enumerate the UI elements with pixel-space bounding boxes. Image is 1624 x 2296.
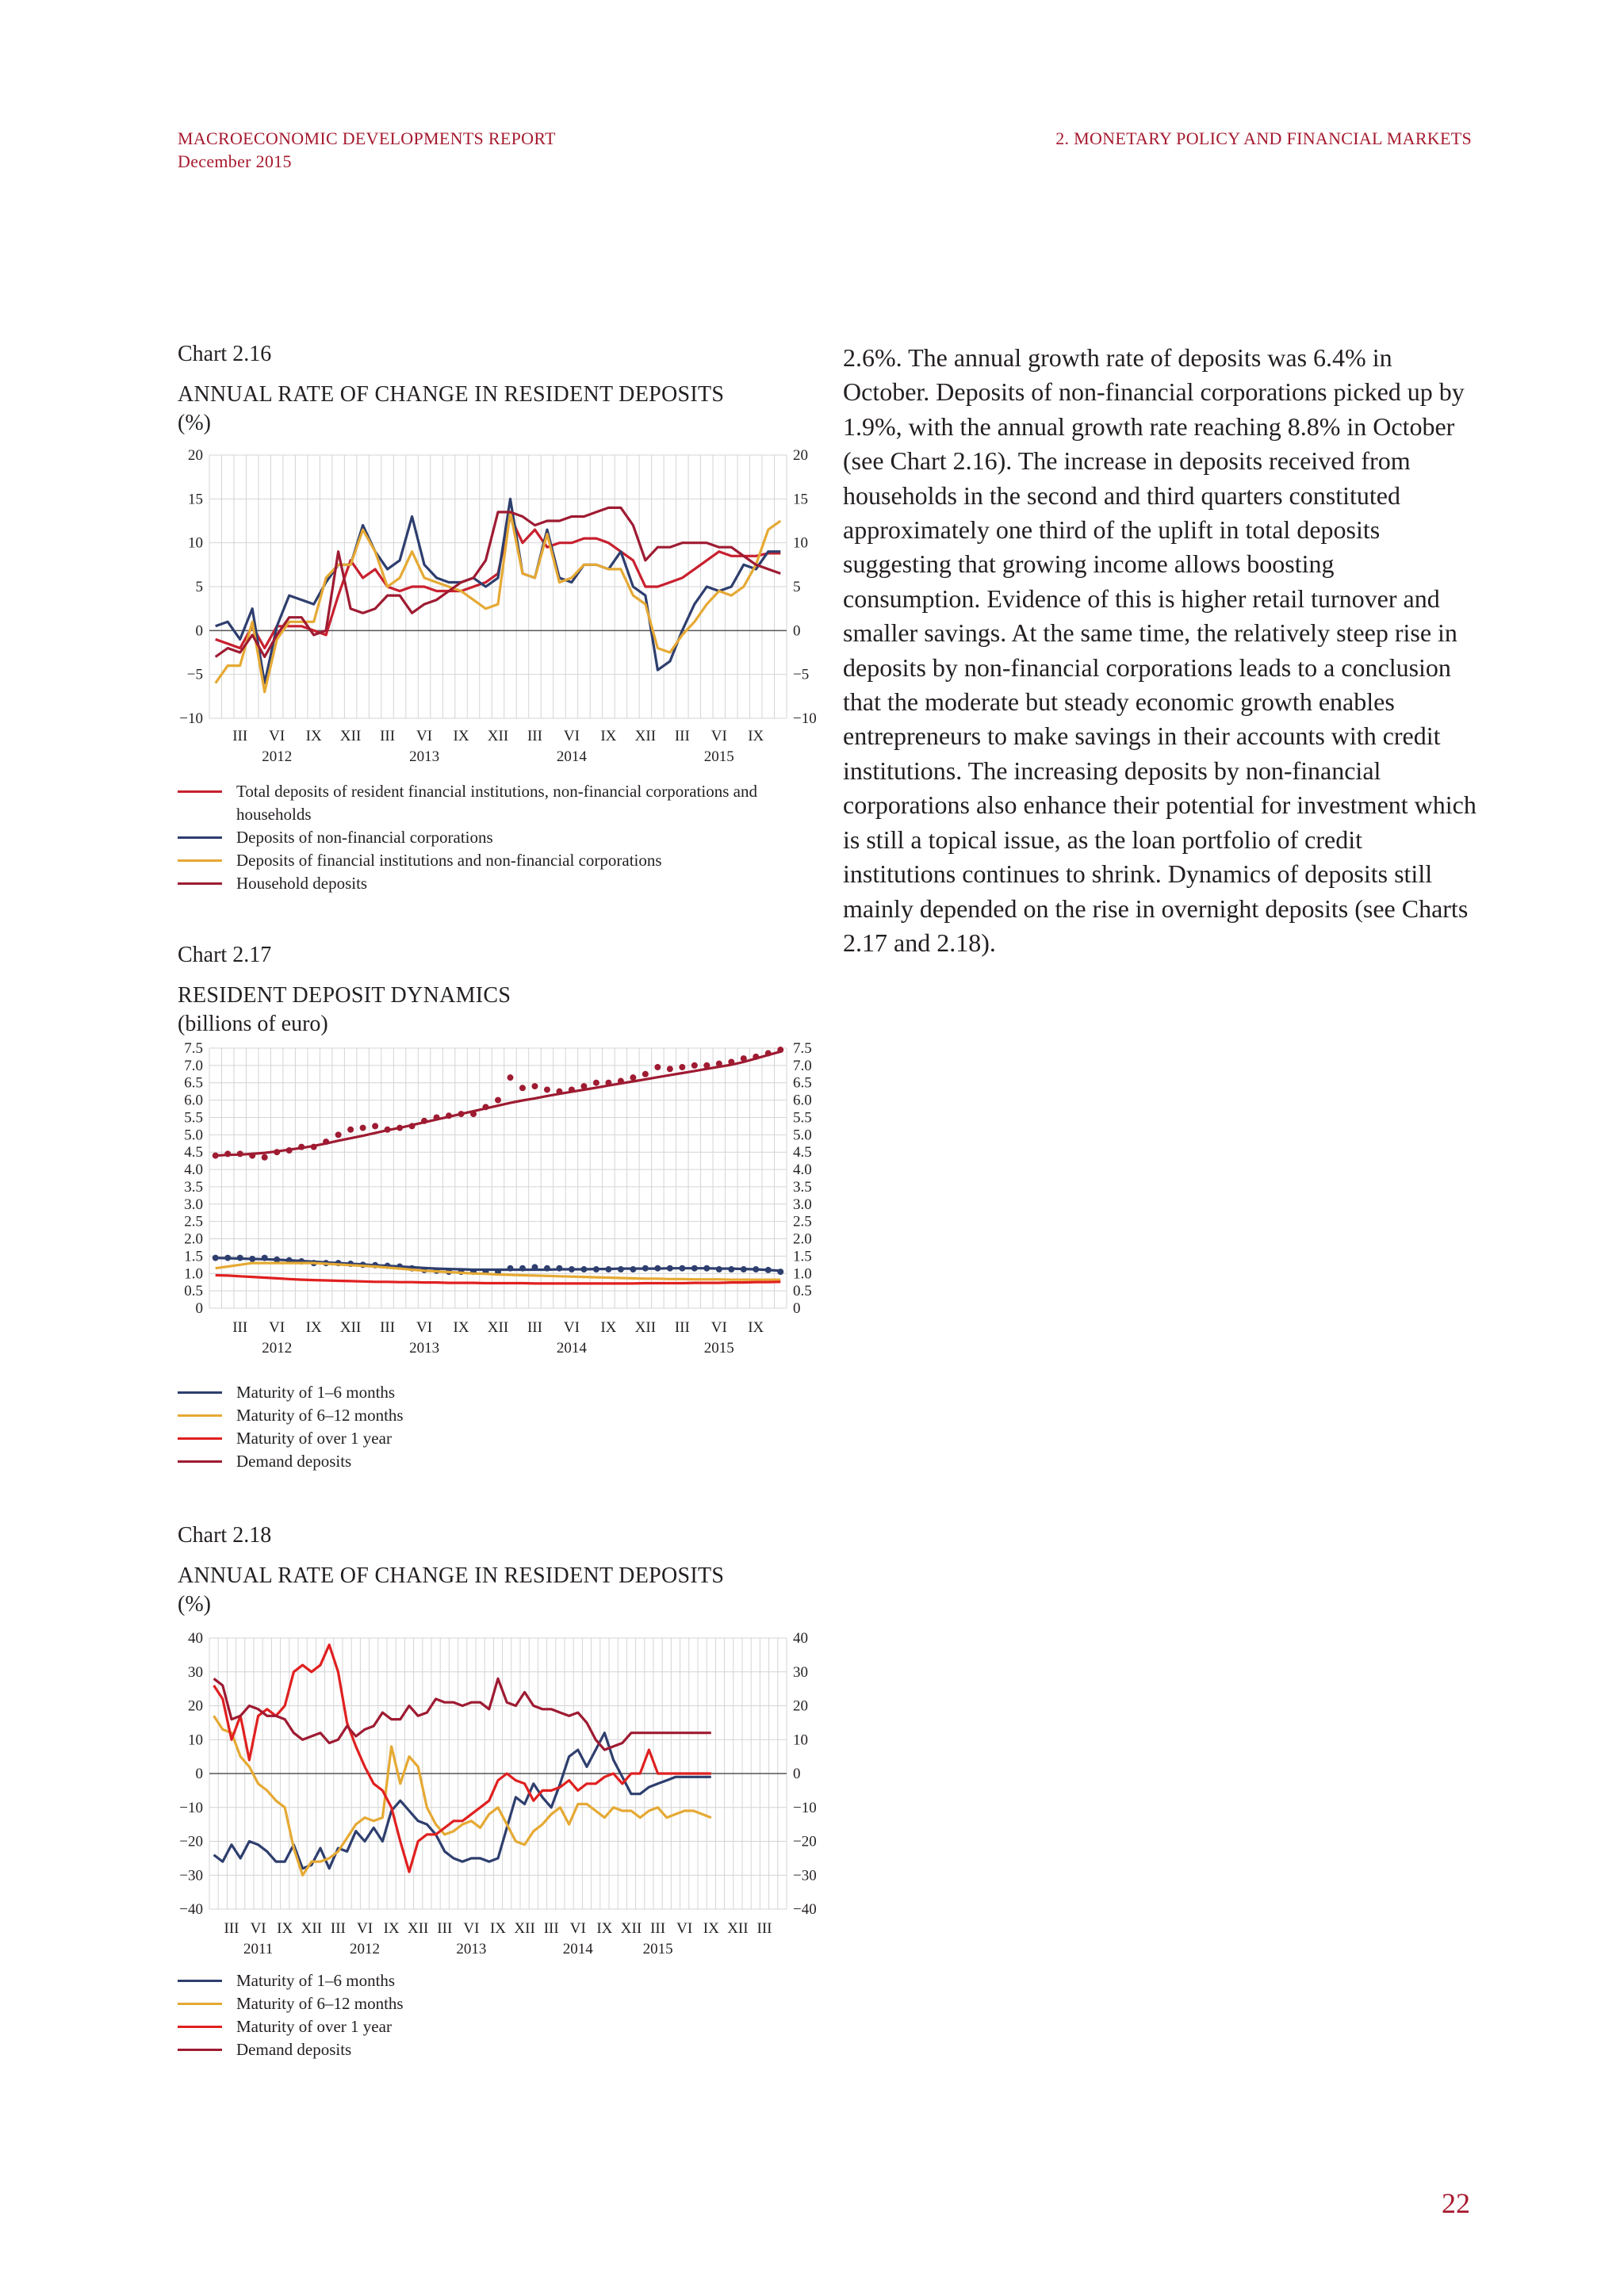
y-tick-label-right: −10 — [793, 1799, 817, 1816]
legend-item — [178, 780, 818, 826]
data-point — [531, 1083, 538, 1089]
y-tick-label-left: 10 — [188, 1732, 203, 1749]
x-tick-label: XII — [339, 728, 362, 744]
data-point — [262, 1255, 268, 1261]
series-line-2 — [214, 1645, 711, 1872]
data-point — [213, 1255, 219, 1261]
legend-swatch — [178, 1437, 222, 1440]
chart-2-16 — [178, 341, 818, 895]
y-tick-label-left: 20 — [188, 1697, 203, 1715]
x-tick-label: IX — [453, 728, 469, 744]
legend-swatch — [178, 882, 222, 885]
x-year-label: 2015 — [703, 748, 734, 765]
y-tick-label-right: −10 — [793, 710, 817, 727]
y-tick-label-right: 0 — [793, 622, 801, 640]
data-point — [679, 1064, 685, 1070]
y-tick-label-left: 2.5 — [184, 1213, 203, 1230]
legend-swatch — [178, 2049, 222, 2051]
data-point — [605, 1080, 611, 1086]
y-tick-label-left: 7.5 — [184, 1042, 203, 1057]
data-point — [556, 1089, 562, 1095]
y-tick-label-right: 20 — [793, 447, 808, 464]
y-tick-label-right: 5 — [793, 579, 801, 595]
x-tick-label: IX — [383, 1920, 400, 1937]
x-tick-label: VI — [269, 1319, 285, 1336]
legend-label: Household deposits — [236, 874, 368, 893]
data-point — [298, 1144, 304, 1150]
chart-label: Chart 2.17 — [178, 943, 272, 967]
y-tick-label-left: 15 — [188, 491, 203, 508]
y-tick-label-left: 2.0 — [184, 1230, 203, 1248]
chart-title: RESIDENT DEPOSIT DYNAMICS — [178, 983, 511, 1008]
x-tick-label: VI — [250, 1920, 266, 1937]
legend-swatch — [178, 1414, 222, 1417]
data-point — [654, 1265, 661, 1272]
x-tick-label: III — [527, 728, 542, 744]
data-point — [580, 1266, 587, 1272]
data-point — [409, 1123, 416, 1129]
body-paragraph: 2.6%. The annual growth rate of deposits was 6.4% in October. Deposits of non-financial corporations picked up by 1.9%, with the annual growth rate reaching 8.8% in October (see Chart 2.16). The increase in deposits received from households in the second and third quarters constituted approximately one third of the uplift in total deposits suggesting that growing income allows boosting consumption. Evidence of this is higher retail turnover and smaller savings. At the same time, the relatively steep rise in deposits by non-financial corporations leads to a conclusion that the moderate but steady economic growth enables entrepreneurs to make savings in their accounts with credit institutions. The increasing deposits by non-financial corporations also enhance their potential for investment which is still a topical issue, as the loan portfolio of credit institutions continues to shrink. Dynamics of deposits still mainly depended on the rise in overnight deposits (see Charts 2.17 and 2.18). — [843, 343, 1477, 957]
legend-item — [178, 1450, 818, 1473]
data-point — [262, 1154, 268, 1161]
data-point — [274, 1149, 280, 1155]
chart-plot — [178, 1622, 818, 1963]
data-point — [593, 1266, 599, 1272]
chart-title: ANNUAL RATE OF CHANGE IN RESIDENT DEPOSITS — [178, 382, 725, 407]
chart-title: ANNUAL RATE OF CHANGE IN RESIDENT DEPOSITS — [178, 1563, 725, 1588]
x-tick-label: VI — [416, 728, 433, 744]
x-tick-label: VI — [463, 1920, 480, 1937]
y-tick-label-left: 0 — [195, 622, 203, 640]
data-point — [753, 1054, 759, 1060]
data-point — [703, 1265, 710, 1272]
y-tick-label-right: 5.0 — [793, 1127, 812, 1144]
data-point — [728, 1266, 734, 1272]
y-tick-label-right: 0 — [793, 1766, 801, 1782]
x-year-label: 2013 — [409, 1340, 440, 1357]
data-point — [716, 1266, 722, 1272]
x-year-label: 2013 — [409, 748, 440, 765]
data-point — [593, 1080, 599, 1086]
data-point — [741, 1266, 747, 1272]
legend-swatch — [178, 1391, 222, 1394]
data-point — [519, 1265, 526, 1272]
x-tick-label: IX — [748, 1319, 764, 1336]
y-tick-label-right: 0.5 — [793, 1283, 812, 1300]
y-tick-label-right: 1.5 — [793, 1248, 812, 1265]
x-tick-label: III — [330, 1920, 346, 1937]
x-tick-label: VI — [356, 1920, 373, 1937]
legend-swatch — [178, 859, 222, 862]
x-tick-label: IX — [600, 1319, 617, 1336]
y-tick-label-left: 3.0 — [184, 1196, 203, 1213]
y-tick-label-left: −20 — [179, 1833, 203, 1850]
x-tick-label: IX — [596, 1920, 613, 1937]
data-point — [630, 1266, 636, 1272]
x-tick-label: XII — [634, 1319, 657, 1336]
y-tick-label-right: −20 — [793, 1833, 817, 1850]
x-year-label: 2011 — [243, 1941, 274, 1957]
data-point — [544, 1086, 550, 1093]
x-tick-label: III — [527, 1319, 542, 1336]
x-tick-label: III — [543, 1920, 559, 1937]
chart-plot — [178, 1042, 818, 1375]
legend-item — [178, 872, 818, 895]
x-tick-label: III — [224, 1920, 239, 1937]
x-tick-label: XII — [727, 1920, 749, 1937]
data-point — [519, 1085, 526, 1091]
data-point — [765, 1267, 772, 1273]
y-tick-label-left: 3.5 — [184, 1178, 203, 1196]
data-point — [249, 1153, 255, 1159]
x-tick-label: IX — [748, 728, 764, 744]
data-point — [728, 1058, 734, 1065]
y-tick-label-right: −40 — [793, 1901, 817, 1918]
chart-plot — [178, 441, 818, 774]
x-tick-label: IX — [703, 1920, 719, 1937]
data-point — [446, 1112, 452, 1119]
data-point — [654, 1064, 661, 1070]
y-tick-label-right: 2.5 — [793, 1213, 812, 1230]
y-tick-label-left: 0 — [195, 1766, 203, 1782]
y-tick-label-left: 6.0 — [184, 1092, 203, 1109]
data-point — [691, 1062, 698, 1069]
legend-swatch — [178, 1980, 222, 1982]
x-tick-label: IX — [305, 728, 322, 744]
data-point — [372, 1123, 378, 1129]
data-point — [311, 1144, 317, 1150]
data-point — [753, 1266, 759, 1272]
data-point — [703, 1062, 710, 1069]
legend-label: Maturity of 6–12 months — [236, 1994, 404, 2013]
chart-legend — [178, 1969, 818, 2061]
data-point — [605, 1266, 611, 1272]
data-point — [434, 1114, 440, 1120]
x-tick-label: III — [756, 1920, 772, 1937]
x-tick-label: XII — [514, 1920, 535, 1937]
x-tick-label: III — [650, 1920, 666, 1937]
y-tick-label-left: 4.0 — [184, 1161, 203, 1179]
data-point — [531, 1264, 538, 1270]
x-tick-label: XII — [487, 1319, 509, 1336]
y-tick-label-right: 10 — [793, 1732, 808, 1749]
data-point — [777, 1269, 783, 1275]
y-tick-label-right: −5 — [793, 666, 810, 683]
data-point — [630, 1074, 636, 1081]
series-line-0 — [214, 1733, 711, 1869]
x-tick-label: XII — [339, 1319, 362, 1336]
data-point — [716, 1061, 722, 1067]
y-tick-label-right: 5.5 — [793, 1109, 812, 1127]
legend-label: Maturity of 6–12 months — [236, 1406, 404, 1425]
data-point — [396, 1125, 403, 1131]
data-point — [544, 1265, 550, 1272]
y-tick-label-right: 3.5 — [793, 1178, 812, 1196]
data-point — [237, 1255, 243, 1261]
y-tick-label-right: 6.0 — [793, 1092, 812, 1109]
y-tick-label-right: 10 — [793, 534, 808, 552]
y-tick-label-left: 7.0 — [184, 1057, 203, 1074]
chart-2-18 — [178, 1522, 818, 2061]
x-year-label: 2012 — [350, 1941, 380, 1957]
chart-label: Chart 2.16 — [178, 342, 272, 366]
legend-swatch — [178, 790, 222, 793]
data-point — [667, 1265, 673, 1272]
x-tick-label: IX — [600, 728, 617, 744]
series-line-0 — [216, 517, 781, 649]
x-year-label: 2012 — [262, 748, 293, 765]
data-point — [765, 1050, 772, 1057]
y-tick-label-right: 3.0 — [793, 1196, 812, 1213]
data-point — [286, 1147, 293, 1154]
x-tick-label: IX — [305, 1319, 322, 1336]
data-point — [335, 1131, 342, 1138]
y-tick-label-right: 1.0 — [793, 1265, 812, 1283]
legend-swatch — [178, 1460, 222, 1463]
data-point — [470, 1111, 477, 1117]
y-tick-label-right: −30 — [793, 1867, 817, 1885]
section-title-header: 2. MONETARY POLICY AND FINANCIAL MARKETS — [1055, 128, 1472, 148]
data-point — [569, 1266, 575, 1272]
legend-item — [178, 2038, 818, 2061]
data-point — [483, 1104, 489, 1110]
legend-label: Deposits of financial institutions and non-financial corporations — [236, 851, 662, 870]
data-point — [691, 1265, 698, 1272]
x-tick-label: III — [674, 1319, 690, 1336]
series-line-3 — [216, 507, 781, 656]
y-tick-label-right: 2.0 — [793, 1230, 812, 1248]
x-tick-label: VI — [269, 728, 285, 744]
legend-label: Demand deposits — [236, 2040, 352, 2059]
data-point — [642, 1265, 649, 1272]
x-year-label: 2015 — [703, 1340, 734, 1357]
x-year-label: 2013 — [456, 1941, 487, 1957]
data-point — [618, 1266, 624, 1272]
data-point — [667, 1066, 673, 1072]
legend-label: Total deposits of resident financial institutions, non-financial corporations and households — [236, 782, 757, 824]
data-point — [458, 1111, 465, 1117]
y-tick-label-right: 0 — [793, 1300, 801, 1317]
y-tick-label-left: 1.5 — [184, 1248, 203, 1265]
chart-legend — [178, 780, 818, 895]
y-tick-label-left: −10 — [179, 710, 203, 727]
data-point — [741, 1055, 747, 1062]
data-point — [385, 1127, 391, 1133]
x-tick-label: VI — [563, 728, 580, 744]
y-tick-label-right: 40 — [793, 1630, 808, 1647]
x-tick-label: III — [232, 1319, 248, 1336]
legend-label: Deposits of non-financial corporations — [236, 828, 493, 847]
data-point — [224, 1150, 231, 1157]
y-tick-label-right: 7.0 — [793, 1057, 812, 1074]
chart-unit: (%) — [178, 1592, 211, 1617]
report-title: MACROECONOMIC DEVELOPMENTS REPORT — [178, 128, 556, 148]
legend-item — [178, 1969, 818, 1992]
y-tick-label-left: −30 — [179, 1867, 203, 1885]
legend-item — [178, 2015, 818, 2038]
x-tick-label: XII — [487, 728, 509, 744]
chart-legend — [178, 1381, 818, 1473]
y-tick-label-left: 10 — [188, 534, 203, 552]
data-point — [556, 1265, 562, 1272]
chart-unit: (billions of euro) — [178, 1012, 328, 1036]
x-tick-label: XII — [620, 1920, 642, 1937]
x-tick-label: VI — [416, 1319, 433, 1336]
y-tick-label-left: 5.5 — [184, 1109, 203, 1127]
y-tick-label-left: 5 — [195, 579, 203, 595]
legend-item — [178, 849, 818, 872]
x-tick-label: XII — [301, 1920, 322, 1937]
data-point — [569, 1086, 575, 1093]
x-tick-label: III — [380, 1319, 396, 1336]
data-point — [507, 1074, 513, 1081]
legend-label: Maturity of over 1 year — [236, 2017, 392, 2036]
legend-swatch — [178, 836, 222, 839]
y-tick-label-left: 20 — [188, 447, 203, 464]
y-tick-label-left: −40 — [179, 1901, 203, 1918]
legend-label: Maturity of 1–6 months — [236, 1971, 396, 1990]
data-point — [679, 1265, 685, 1272]
chart-2-17 — [178, 942, 818, 1473]
data-point — [777, 1047, 783, 1053]
x-tick-label: III — [232, 728, 248, 744]
y-tick-label-left: 5.0 — [184, 1127, 203, 1144]
data-point — [421, 1118, 427, 1124]
y-tick-label-left: −10 — [179, 1799, 203, 1816]
legend-item — [178, 826, 818, 849]
x-tick-label: IX — [277, 1920, 293, 1937]
legend-item — [178, 1381, 818, 1404]
x-year-label: 2012 — [262, 1340, 293, 1357]
y-tick-label-right: 7.5 — [793, 1042, 812, 1057]
x-tick-label: VI — [676, 1920, 693, 1937]
x-tick-label: VI — [710, 1319, 727, 1336]
y-tick-label-left: 1.0 — [184, 1265, 203, 1283]
x-tick-label: VI — [710, 728, 727, 744]
legend-label: Maturity of over 1 year — [236, 1429, 392, 1448]
y-tick-label-left: 0.5 — [184, 1283, 203, 1300]
data-point — [618, 1078, 624, 1085]
data-point — [237, 1150, 243, 1157]
report-date: December 2015 — [178, 151, 292, 171]
y-tick-label-right: 4.0 — [793, 1161, 812, 1179]
y-tick-label-right: 4.5 — [793, 1144, 812, 1161]
x-year-label: 2014 — [562, 1941, 593, 1957]
data-point — [507, 1265, 513, 1272]
chart-unit: (%) — [178, 411, 211, 435]
x-tick-label: VI — [563, 1319, 580, 1336]
data-point — [642, 1071, 649, 1077]
data-point — [249, 1256, 255, 1262]
y-tick-label-left: 4.5 — [184, 1144, 203, 1161]
data-point — [323, 1138, 329, 1145]
x-year-label: 2014 — [556, 748, 587, 765]
x-tick-label: XII — [634, 728, 657, 744]
legend-item — [178, 1404, 818, 1427]
x-tick-label: XII — [408, 1920, 429, 1937]
x-tick-label: III — [674, 728, 690, 744]
data-point — [495, 1097, 501, 1104]
legend-label: Maturity of 1–6 months — [236, 1383, 396, 1402]
legend-item — [178, 1992, 818, 2015]
x-tick-label: IX — [489, 1920, 507, 1937]
report-title-header — [178, 127, 556, 173]
legend-item — [178, 1427, 818, 1450]
y-tick-label-right: 6.5 — [793, 1074, 812, 1092]
page-number: 22 — [1442, 2187, 1470, 2219]
y-tick-label-right: 15 — [793, 491, 808, 508]
y-tick-label-left: 6.5 — [184, 1074, 203, 1092]
data-point — [213, 1153, 219, 1159]
x-tick-label: III — [437, 1920, 453, 1937]
data-point — [360, 1125, 366, 1131]
legend-swatch — [178, 2026, 222, 2028]
data-point — [347, 1127, 354, 1133]
x-tick-label: III — [380, 728, 396, 744]
x-year-label: 2014 — [556, 1340, 587, 1357]
y-tick-label-left: −5 — [186, 666, 203, 683]
y-tick-label-right: 20 — [793, 1697, 808, 1715]
legend-swatch — [178, 2003, 222, 2005]
y-tick-label-left: 40 — [188, 1630, 203, 1647]
y-tick-label-right: 30 — [793, 1663, 808, 1681]
x-tick-label: VI — [569, 1920, 586, 1937]
x-tick-label: IX — [453, 1319, 469, 1336]
chart-label: Chart 2.18 — [178, 1523, 272, 1548]
x-year-label: 2015 — [642, 1941, 673, 1957]
y-tick-label-left: 0 — [195, 1300, 203, 1317]
series-line-1 — [216, 499, 781, 683]
y-tick-label-left: 30 — [188, 1663, 203, 1681]
data-point — [224, 1255, 231, 1261]
legend-label: Demand deposits — [236, 1452, 352, 1471]
data-point — [580, 1083, 587, 1089]
